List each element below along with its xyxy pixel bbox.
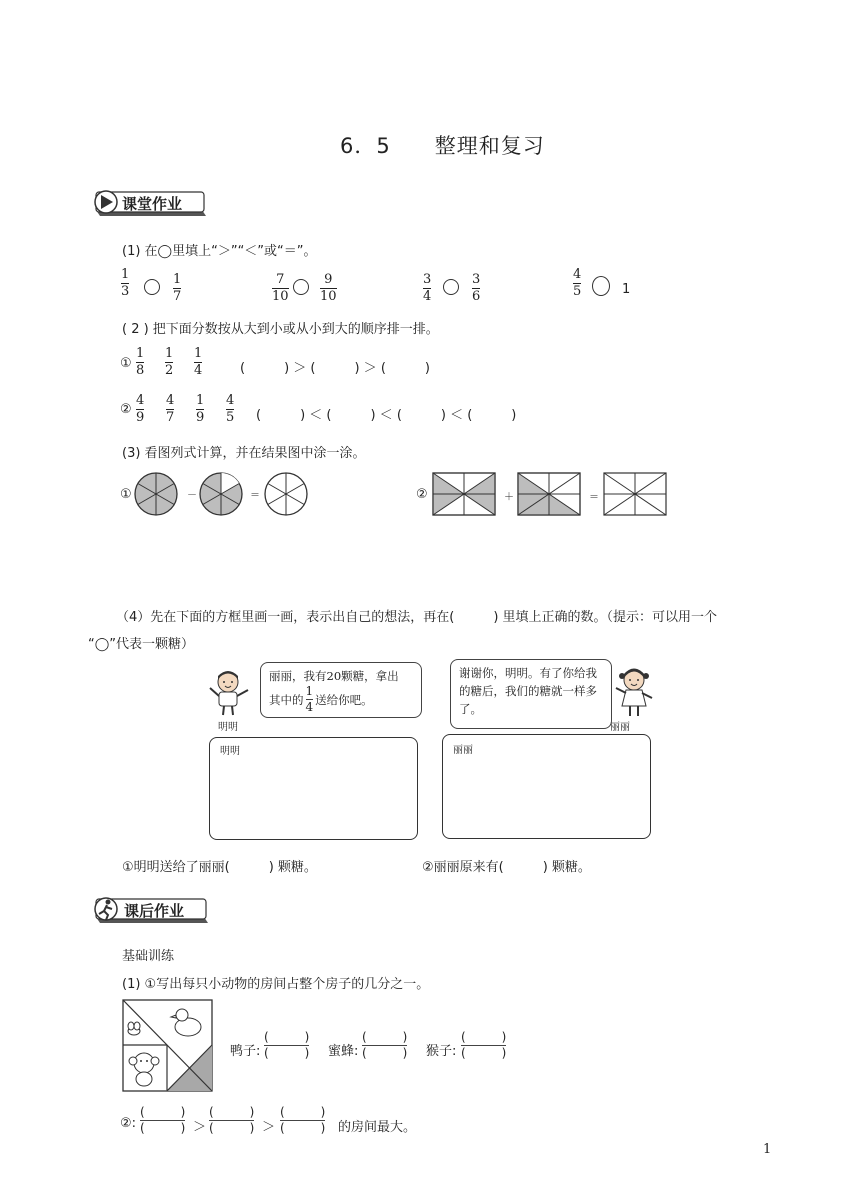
- item-mark: ②: [416, 487, 428, 502]
- animal-house-diagram: [122, 999, 214, 1093]
- page-number: 1: [763, 1142, 772, 1157]
- fraction: 1 3: [121, 267, 130, 299]
- item-mark: ②: [120, 402, 132, 417]
- fraction: 1 9: [196, 393, 205, 425]
- bubble-text: 其中的: [269, 692, 304, 707]
- fraction-blank[interactable]: ( ) ( ): [140, 1105, 186, 1135]
- section-label: 基础训练: [122, 949, 175, 964]
- equals-sign: ＝: [589, 492, 599, 503]
- box-label: 明明: [220, 746, 240, 757]
- section-banner-classwork: [90, 188, 210, 213]
- fraction: 4 5: [573, 267, 582, 299]
- monkey-label: 猴子:: [426, 1044, 457, 1059]
- name-label-left: 明明: [218, 722, 238, 733]
- fraction: 1 4: [194, 346, 203, 378]
- name-label-right: 丽丽: [610, 722, 630, 733]
- boy-figure-icon: [204, 668, 254, 716]
- ordering-blanks[interactable]: ( ) ＞ ( ) ＞ ( ): [240, 361, 430, 376]
- fraction: 1 4: [305, 684, 314, 714]
- page-title: 6．5 整理和复习: [340, 134, 545, 158]
- duck-label: 鸭子:: [230, 1044, 261, 1059]
- hw-q2-tail: 的房间最大。: [338, 1120, 417, 1135]
- q4-hint: “◯”代表一颗糖）: [88, 637, 195, 652]
- fraction: 1 2: [165, 346, 174, 378]
- rectangle-fraction-diagram: [432, 472, 672, 518]
- greater-than-sign: ＞: [193, 1120, 207, 1135]
- compare-circle[interactable]: [592, 276, 610, 296]
- fraction: 4 7: [166, 393, 175, 425]
- equals-sign: ＝: [250, 490, 260, 501]
- bee-label: 蜜蜂:: [328, 1044, 359, 1059]
- q2-text: ( 2 ) 把下面分数按从大到小或从小到大的顺序排一排。: [122, 322, 439, 337]
- minus-sign: －: [187, 490, 197, 501]
- fraction-blank[interactable]: ( ) ( ): [280, 1105, 326, 1135]
- ordering-blanks[interactable]: ( ) ＜ ( ) ＜ ( ) ＜ ( ): [256, 408, 517, 423]
- answer-line-1[interactable]: ①明明送给了丽丽( ) 颗糖。: [122, 860, 317, 875]
- fraction: 9 10: [320, 272, 337, 304]
- q3-text: (3) 看图列式计算，并在结果图中涂一涂。: [122, 446, 366, 461]
- section-banner-homework: [90, 895, 212, 920]
- banner-label: 课后作业: [124, 902, 185, 920]
- compare-circle[interactable]: [144, 279, 160, 295]
- q1-text: (1) 在◯里填上“＞”“＜”或“＝”。: [122, 244, 317, 259]
- compare-circle[interactable]: [293, 279, 309, 295]
- plus-sign: ＋: [504, 492, 514, 503]
- circle-fraction-diagram: [134, 471, 314, 519]
- fraction-blank[interactable]: ( ) ( ): [264, 1030, 310, 1060]
- girl-figure-icon: [612, 666, 656, 718]
- bubble-text: 送给你吧。: [315, 692, 373, 707]
- fraction: 3 4: [423, 272, 432, 304]
- fraction: 4 5: [226, 393, 235, 425]
- fraction: 3 6: [472, 272, 481, 304]
- fraction-blank[interactable]: ( ) ( ): [362, 1030, 408, 1060]
- drawing-box-lili[interactable]: [442, 734, 651, 839]
- speech-bubble-right: 谢谢你，明明。有了你给我的糖后，我们的糖就一样多了。: [450, 659, 612, 729]
- speech-bubble-left: [260, 662, 422, 718]
- fraction: 1 8: [136, 346, 145, 378]
- bee-icon: [128, 1022, 140, 1035]
- fraction-blank[interactable]: ( ) ( ): [461, 1030, 507, 1060]
- fraction: 1 7: [173, 272, 182, 304]
- item-mark: ①: [120, 487, 132, 502]
- fraction: 7 10: [272, 272, 289, 304]
- bubble-text: 丽丽，我有20颗糖，拿出: [269, 669, 399, 683]
- fraction-blank[interactable]: ( ) ( ): [209, 1105, 255, 1135]
- item-mark: ①: [120, 356, 132, 371]
- answer-line-2[interactable]: ②丽丽原来有( ) 颗糖。: [422, 860, 591, 875]
- fraction: 4 9: [136, 393, 145, 425]
- compare-circle[interactable]: [443, 279, 459, 295]
- drawing-box-mingming[interactable]: [209, 737, 418, 840]
- q4-text: （4）先在下面的方框里画一画，表示出自己的想法，再在( ) 里填上正确的数。（提示：可以用一个: [116, 610, 718, 625]
- box-label: 丽丽: [453, 745, 473, 756]
- hw-q1-text: (1) ①写出每只小动物的房间占整个房子的几分之一。: [122, 977, 430, 992]
- greater-than-sign: ＞: [262, 1120, 276, 1135]
- item-mark: ②:: [120, 1116, 137, 1131]
- banner-label: 课堂作业: [122, 195, 183, 213]
- number-one: 1: [622, 282, 631, 297]
